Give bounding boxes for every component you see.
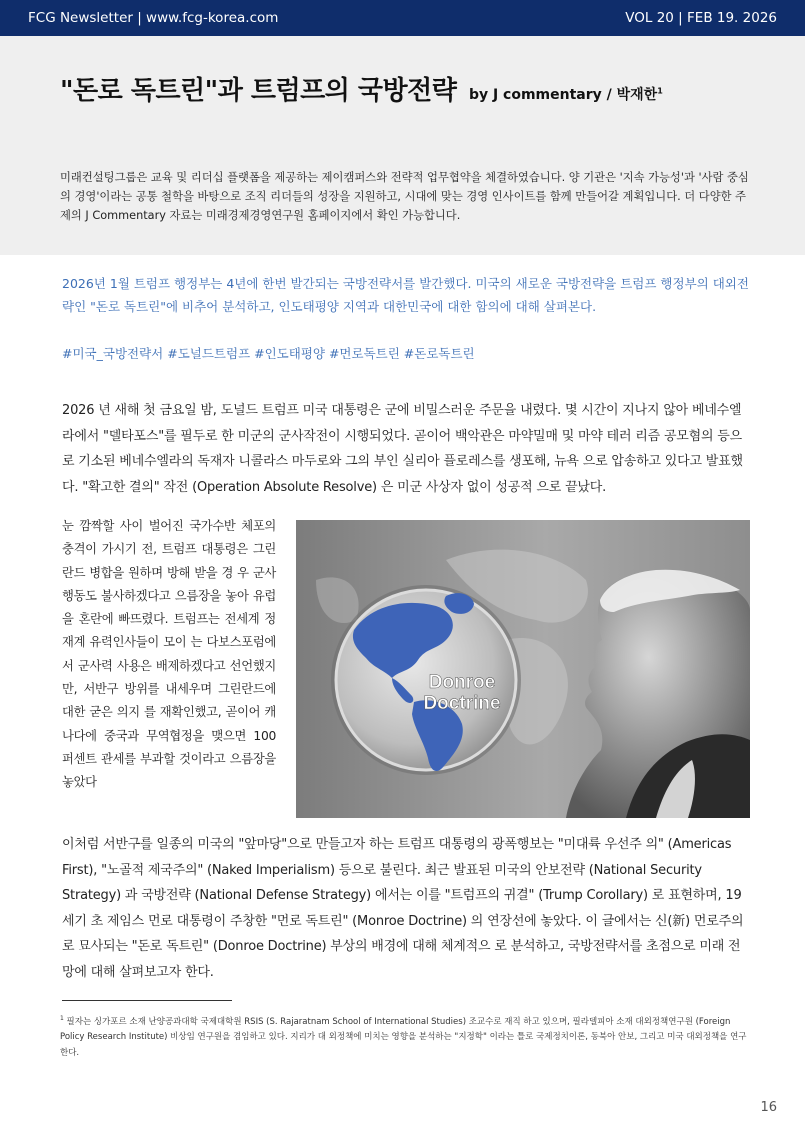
paragraph-side: 눈 깜짝할 사이 벌어진 국가수반 체포의 충격이 가시기 전, 트럼프 대통령은 그린란드 병합을 원하며 방해 받을 경 우 군사행동도 불사하겠다고 으름장을 놓아 유럽을 혼란에 빠뜨렸다. 트럼프는 전세계 정재계 유력인사들이 모이 는 다보스포럼에서 군사력 사용은 배제하겠다고 선언했지만, 서반구 방위를 내세우며 그린란드에 대한 굳은 의지 를 재확인했고, 곧이어 캐나다에 중국과 무역협정을 맺으면 100 퍼센트 관세를 부과할 것이라고 으름장을 놓았다 [62, 519, 276, 790]
page-number: 16 [760, 1100, 777, 1115]
donroe-doctrine-image [296, 520, 750, 818]
newsletter-header-bar [0, 0, 805, 36]
paragraph-1: 2026 년 새해 첫 금요일 밤, 도널드 트럼프 미국 대통령은 군에 비밀스러운 주문을 내렸다. 몇 시간이 지나지 않아 베네수엘라에서 "델타포스"를 필두로 한 미군의 군사작전이 시행되었다. 곧이어 백악관은 마약밀매 및 마약 테러 리즘 공모혐의 등으로 기소된 베네수엘라의 독재자 니콜라스 마두로와 그의 부인 실리아 플로레스를 생포해, 뉴욕 으로 압송하고 있다고 발표했다. "확고한 결의" 작전 (Operation Absolute Resolve) 은 미군 사상자 없이 성공적 으로 끝났다. [62, 403, 743, 495]
globe-illustration [296, 520, 750, 818]
footnote-divider [62, 1000, 232, 1001]
article-lead: 2026년 1월 트럼프 행정부는 4년에 한번 발간되는 국방전략서를 발간했다. 미국의 새로운 국방전략을 트럼프 행정부의 대외전략인 "돈로 독트린"에 비추어 분석하고, 인도태평양 지역과 대한민국에 대한 함의에 대해 살펴본다. [62, 276, 749, 314]
footnote-text: 필자는 싱가포르 소재 난양공과대학 국제대학원 RSIS (S. Rajaratnam School of International Studies) 조교수로 재직 하고 있으며, 필라델피아 소재 대외정책연구원 (Foreign Policy Research Institute) 비상임 연구원을 겸임하고 있다. 지리가 대 외정책에 미치는 영향을 분석하는 "지정학" 이라는 틀로 국제정치이론, 동북아 안보, 그리고 미국 대외정책을 연구한다. [60, 1016, 747, 1058]
newsletter-site: FCG Newsletter | www.fcg-korea.com [28, 10, 279, 26]
issue-date: VOL 20 | FEB 19. 2026 [625, 10, 777, 26]
paragraph-2: 이처럼 서반구를 일종의 미국의 "앞마당"으로 만들고자 하는 트럼프 대통령의 광폭행보는 "미대륙 우선주 의" (Americas First), "노골적 제국주의" (Naked Imperialism) 등으로 불린다. 최근 발표된 미국의 안보전략 (National Security Strategy) 과 국방전략 (National Defense Strategy) 에서는 이를 "트럼프의 귀결" (Trump Corollary) 로 표현하며, 19세기 초 제임스 먼로 대통령이 주창한 "먼로 독트린" (Monroe Doctrine) 의 연장선에 놓았다. 이 글에서는 신(新) 먼로주의로 묘사되는 "돈로 독트린" (Donroe Doctrine) 부상의 배경에 대해 체계적으 로 분석하고, 국방전략서를 초점으로 미래 전망에 대해 살펴보고자 한다. [62, 837, 744, 980]
hashtags: #미국_국방전략서 #도널드트럼프 #인도태평양 #먼로독트린 #돈로독트린 [62, 346, 475, 361]
footnote [60, 1011, 750, 1061]
footnote-mark[interactable]: 1 [657, 86, 663, 96]
image-caption-line2: Doctrine [423, 693, 501, 714]
footnote-number: 1 [60, 1015, 64, 1022]
image-caption-line1: Donroe [428, 672, 496, 693]
byline-text: by J commentary / 박재한 [468, 87, 658, 103]
partnership-intro: 미래컨설팅그룹은 교육 및 리더십 플랫폼을 제공하는 제이캠퍼스와 전략적 업무협약을 체결하였습니다. 양 기관은 '지속 가능성'과 '사람 중심의 경영'이라는 공통 철학을 바탕으로 조직 리더들의 성장을 지원하고, 시대에 맞는 경영 인사이트를 함께 만들어갈 계획입니다. 더 다양한 주제의 J Commentary 자료는 미래경제경영연구원 홈페이지에서 확인 가능합니다. [60, 171, 749, 222]
title-text: "돈로 독트린"과 트럼프의 국방전략 [60, 76, 457, 106]
author-byline [469, 87, 663, 103]
article-title [60, 70, 663, 107]
